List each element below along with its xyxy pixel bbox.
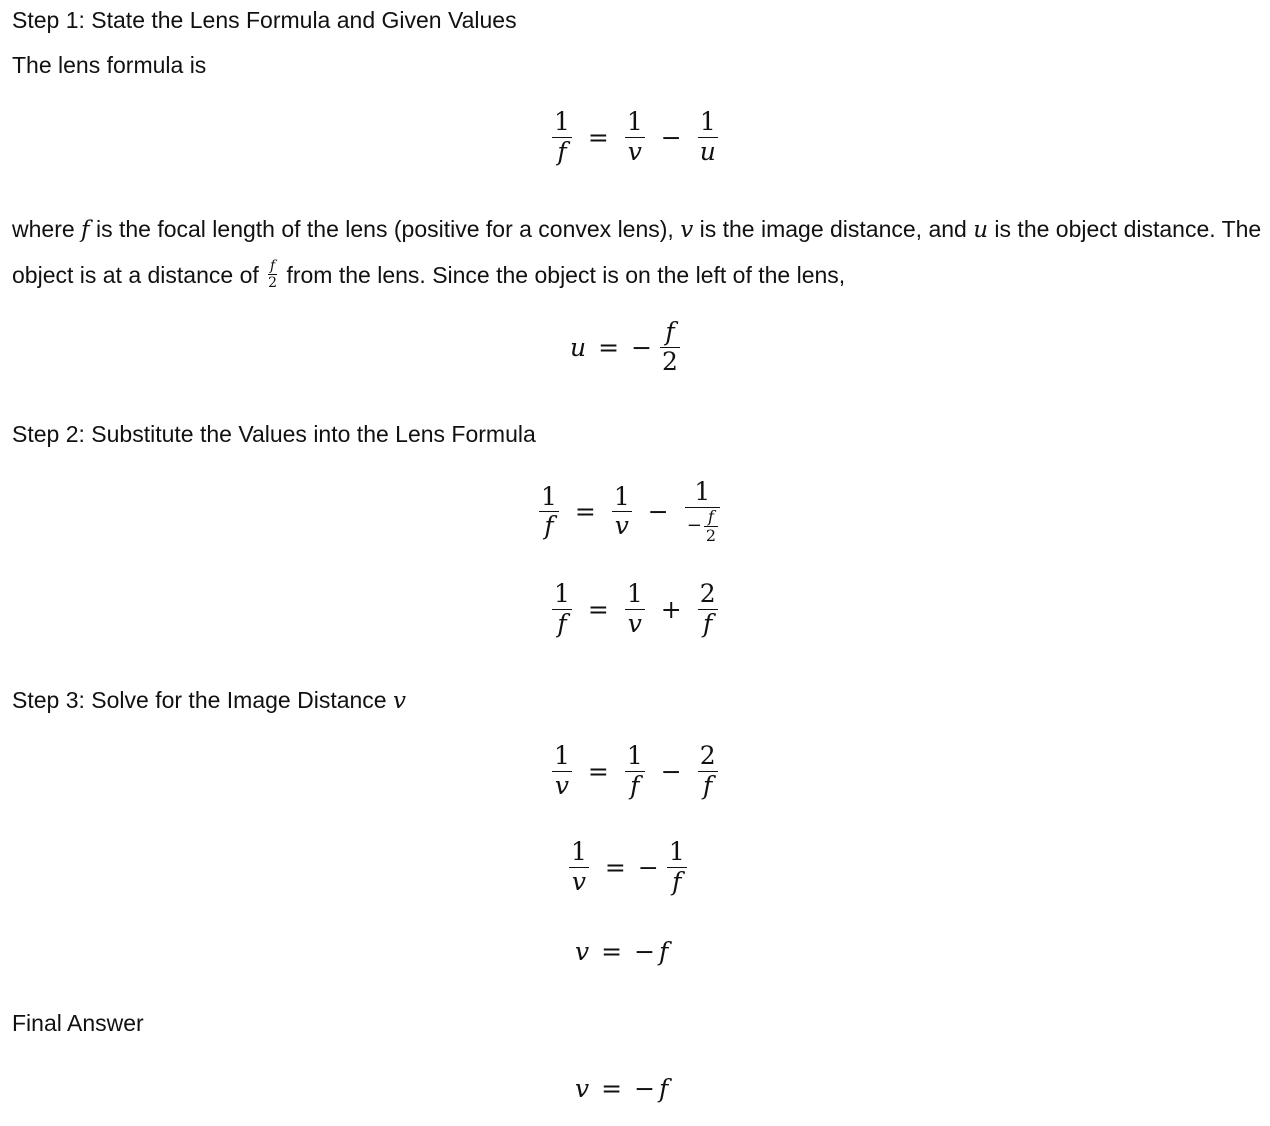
fraction-1-over-neg-f-half: 1 − $\frac{f}{2}$ xyxy=(685,478,720,546)
fraction-f-over-2: $\frac{f}{2}$ xyxy=(662,317,678,376)
step1-heading: Step 1: State the Lens Formula and Given Values xyxy=(12,7,517,33)
solve-for-v-equation: $\frac{1}{v}$ = $\frac{1}{f}$ − $\frac{2}{f}$ xyxy=(554,741,716,800)
simplified-equation: $\frac{1}{f}$ = $\frac{1}{v}$ + $\frac{2}{f}$ xyxy=(554,579,716,638)
var-f: f xyxy=(81,217,90,243)
var-v: v xyxy=(680,217,694,243)
final-answer-equation: v = − f xyxy=(575,1074,669,1103)
lens-formula-equation: $\frac{1}{f}$ = $\frac{1}{v}$ − $\frac{1}{u}$ xyxy=(554,107,716,166)
v-result-equation: v = − f xyxy=(575,937,669,966)
step3-heading: Step 3: Solve for the Image Distance v xyxy=(12,687,406,714)
step2-heading: Step 2: Substitute the Values into the Lens Formula xyxy=(12,421,536,447)
step1-intro: The lens formula is xyxy=(12,52,207,78)
final-answer-heading: Final Answer xyxy=(12,1010,144,1036)
reciprocal-v-equation: $\frac{1}{v}$ = − $\frac{1}{f}$ xyxy=(571,837,685,896)
step1-explanation: where f is the focal length of the lens (positive for a convex lens), v is the image distance, and u is the object distance. The object is at a distance of $\frac{f}{2}$ from the lens. Since the object is on the left of the lens, xyxy=(12,216,1262,292)
var-v: v xyxy=(392,688,406,714)
fraction-1-over-v: $\frac{1}{v}$ xyxy=(626,107,643,166)
fraction-1-over-f: $\frac{1}{f}$ xyxy=(554,107,570,166)
inline-fraction-f-over-2: $\frac{f}{2}$ xyxy=(268,258,278,292)
substituted-equation: $\frac{1}{f}$ = $\frac{1}{v}$ − 1 − $\frac{f}{2}$ xyxy=(535,478,724,546)
var-u: u xyxy=(973,217,989,243)
object-distance-equation: u = − $\frac{f}{2}$ xyxy=(570,317,678,376)
fraction-1-over-u: $\frac{1}{u}$ xyxy=(699,107,716,166)
